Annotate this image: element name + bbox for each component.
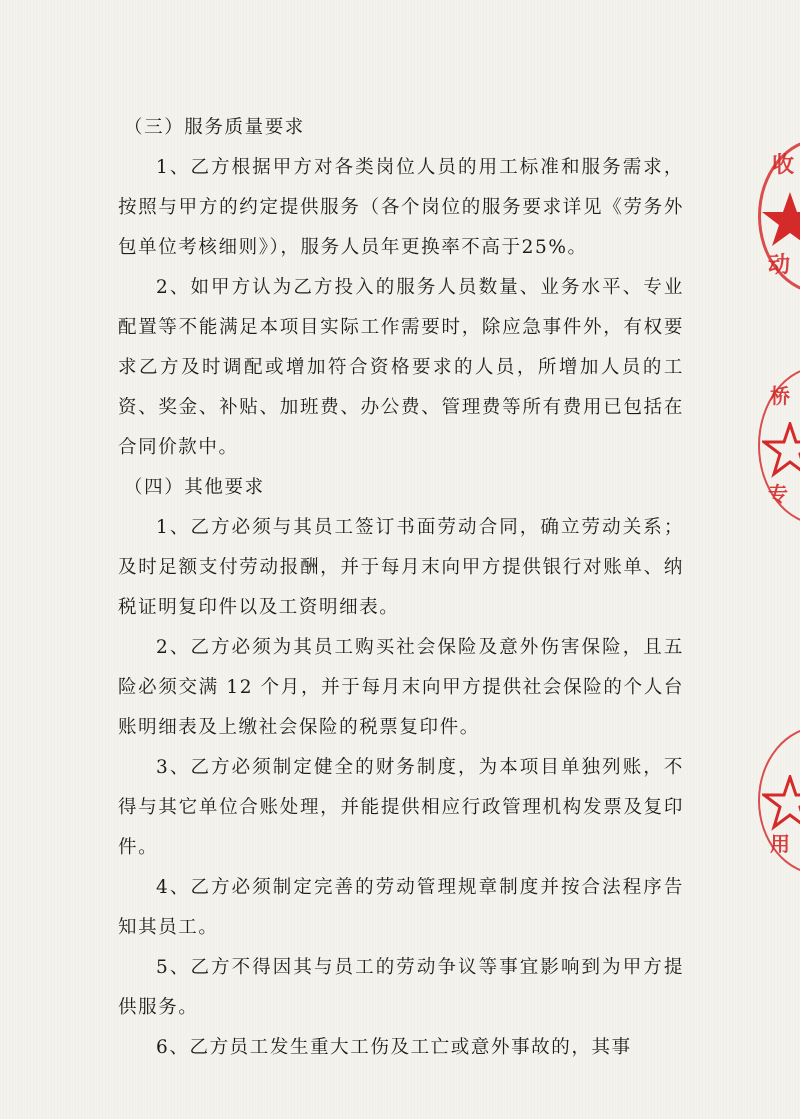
paragraph-4-4: 4、乙方必须制定完善的劳动管理规章制度并按合法程序告知其员工。 bbox=[118, 877, 684, 938]
paragraph-4-6: 6、乙方员工发生重大工伤及工亡或意外事故的，其事 bbox=[156, 1037, 632, 1058]
seal-star-icon bbox=[760, 190, 800, 250]
seal-star-icon bbox=[762, 775, 800, 831]
red-seal-2 bbox=[752, 360, 800, 530]
red-seal-3 bbox=[752, 720, 800, 880]
paragraph-3-1: 1、乙方根据甲方对各类岗位人员的用工标准和服务需求，按照与甲方的约定提供服务（各个岗位的服务要求详见《劳务外包单位考核细则》），服务人员年更换率不高于25%。 bbox=[118, 157, 684, 258]
red-seal-1 bbox=[752, 130, 800, 300]
paragraph-4-1: 1、乙方必须与其员工签订书面劳动合同，确立劳动关系；及时足额支付劳动报酬，并于每月末向甲方提供银行对账单、纳税证明复印件以及工资明细表。 bbox=[118, 517, 684, 618]
section-heading-4: （四）其他要求 bbox=[124, 477, 265, 498]
section-heading-3: （三）服务质量要求 bbox=[124, 117, 305, 138]
paragraph-3-2: 2、如甲方认为乙方投入的服务人员数量、业务水平、专业配置等不能满足本项目实际工作需要时，除应急事件外，有权要求乙方及时调配或增加符合资格要求的人员，所增加人员的工资、奖金、补贴、加班费、办公费、管理费等所有费用已包括在合同价款中。 bbox=[118, 277, 684, 458]
seal-2-bottom-text: 专 bbox=[768, 482, 788, 506]
paragraph-4-2: 2、乙方必须为其员工购买社会保险及意外伤害保险，且五险必须交满 12 个月，并于每月末向甲方提供社会保险的个人台账明细表及上缴社会保险的税票复印件。 bbox=[118, 637, 684, 738]
document-body bbox=[118, 108, 684, 1068]
seal-3-bottom-text: 用 bbox=[770, 832, 790, 856]
seal-1-bottom-text: 动 bbox=[768, 253, 791, 278]
seal-1-top-text: 收 bbox=[772, 153, 795, 178]
paragraph-4-3: 3、乙方必须制定健全的财务制度，为本项目单独列账，不得与其它单位合账处理，并能提供相应行政管理机构发票及复印件。 bbox=[118, 757, 684, 858]
seal-star-icon bbox=[762, 422, 800, 478]
paragraph-4-5: 5、乙方不得因其与员工的劳动争议等事宜影响到为甲方提供服务。 bbox=[118, 957, 684, 1018]
seal-2-top-text: 桥 bbox=[770, 384, 790, 408]
